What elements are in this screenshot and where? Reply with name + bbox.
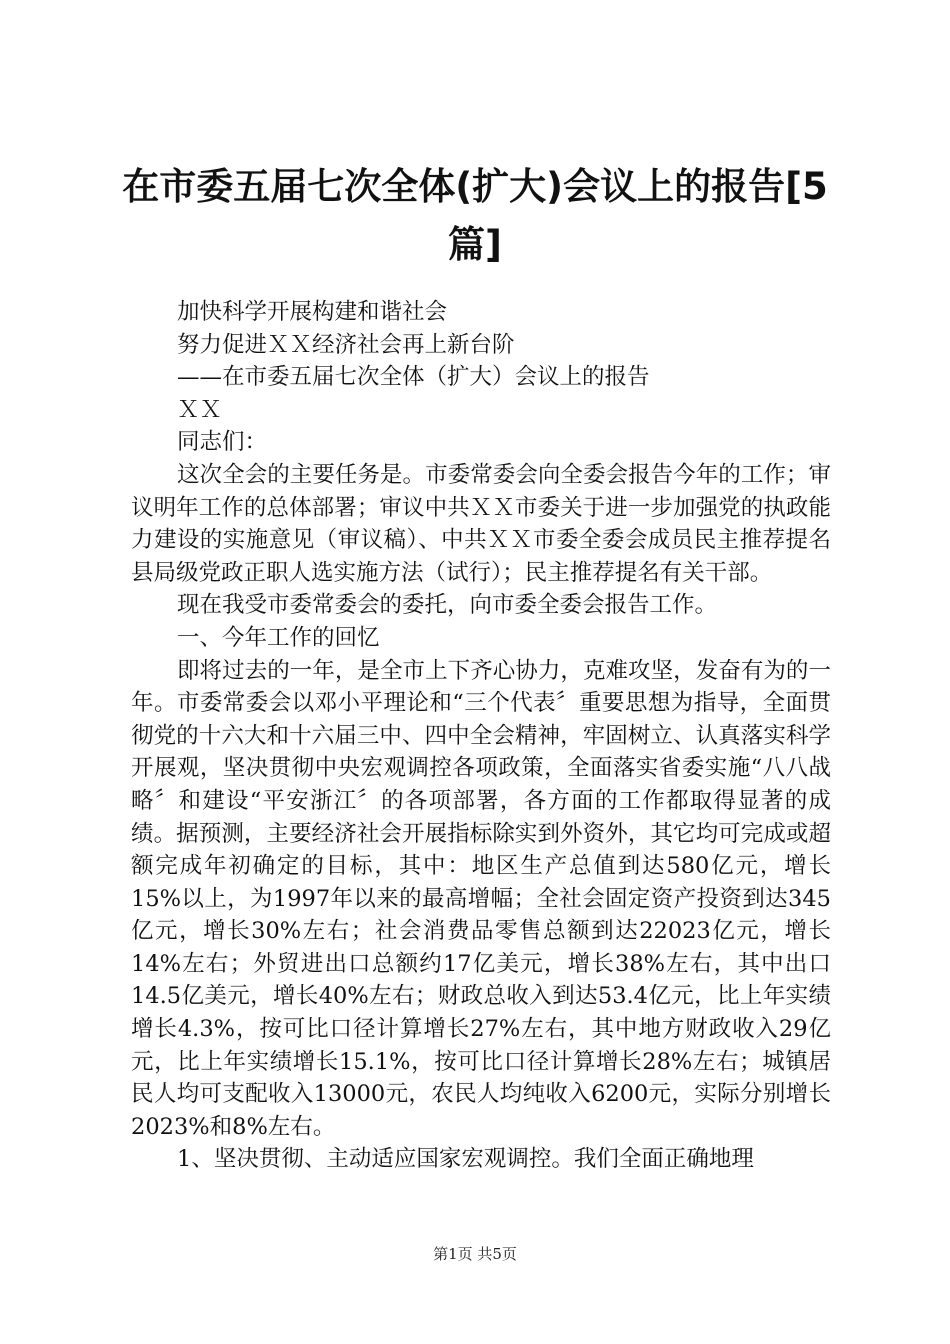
document-title: 在市委五届七次全体(扩大)会议上的报告[5篇]: [122, 165, 828, 266]
body-paragraph: 这次全会的主要任务是。市委常委会向全委会报告今年的工作；审议明年工作的总体部署；审议中共ＸＸ市委关于进一步加强党的执政能力建设的实施意见（审议稿）、中共ＸＸ市委全委会成员民主推荐提名县局级党政正职人选实施方法（试行）；民主推荐提名有关干部。: [131, 461, 831, 586]
page-footer: 第1页 共5页: [433, 1245, 517, 1263]
subtitle-line: ——在市委五届七次全体（扩大）会议上的报告: [177, 364, 650, 391]
subtitle-line: 努力促进ＸＸ经济社会再上新台阶: [177, 331, 515, 358]
subtitle-line: 加快科学开展构建和谐社会: [177, 299, 448, 325]
salutation: 同志们：: [177, 429, 268, 456]
body-paragraph: 1、坚决贯彻、主动适应国家宏观调控。我们全面正确地理: [177, 1146, 754, 1173]
document-body: [131, 296, 831, 1176]
author-line: ＸＸ: [177, 396, 223, 423]
section-heading: 一、今年工作的回忆: [177, 624, 380, 651]
body-paragraph: 现在我受市委常委会的委托，向市委全委会报告工作。: [177, 592, 718, 619]
body-paragraph: 即将过去的一年，是全市上下齐心协力，克难攻坚，发奋有为的一年。市委常委会以邓小平理论和“三个代表〞重要思想为指导，全面贯彻党的十六大和十六届三中、四中全会精神，牢固树立、认真落实科学开展观，坚决贯彻中央宏观调控各项政策，全面落实省委实施“八八战略〞和建设“平安浙江〞的各项部署，各方面的工作都取得显著的成绩。据预测，主要经济社会开展指标除实到外资外，其它均可完成或超额完成年初确定的目标，其中：地区生产总值到达580亿元，增长15%以上，为1997年以来的最高增幅；全社会固定资产投资到达345亿元，增长30%左右；社会消费品零售总额到达22023亿元，增长14%左右；外贸进出口总额约17亿美元，增长38%左右，其中出口14.5亿美元，增长40%左右；财政总收入到达53.4亿元，比上年实绩增长4.3%，按可比口径计算增长27%左右，其中地方财政收入29亿元，比上年实绩增长15.1%，按可比口径计算增长28%左右；城镇居民人均可支配收入13000元，农民人均纯收入6200元，实际分别增长2023%和8%左右。: [131, 657, 831, 1140]
